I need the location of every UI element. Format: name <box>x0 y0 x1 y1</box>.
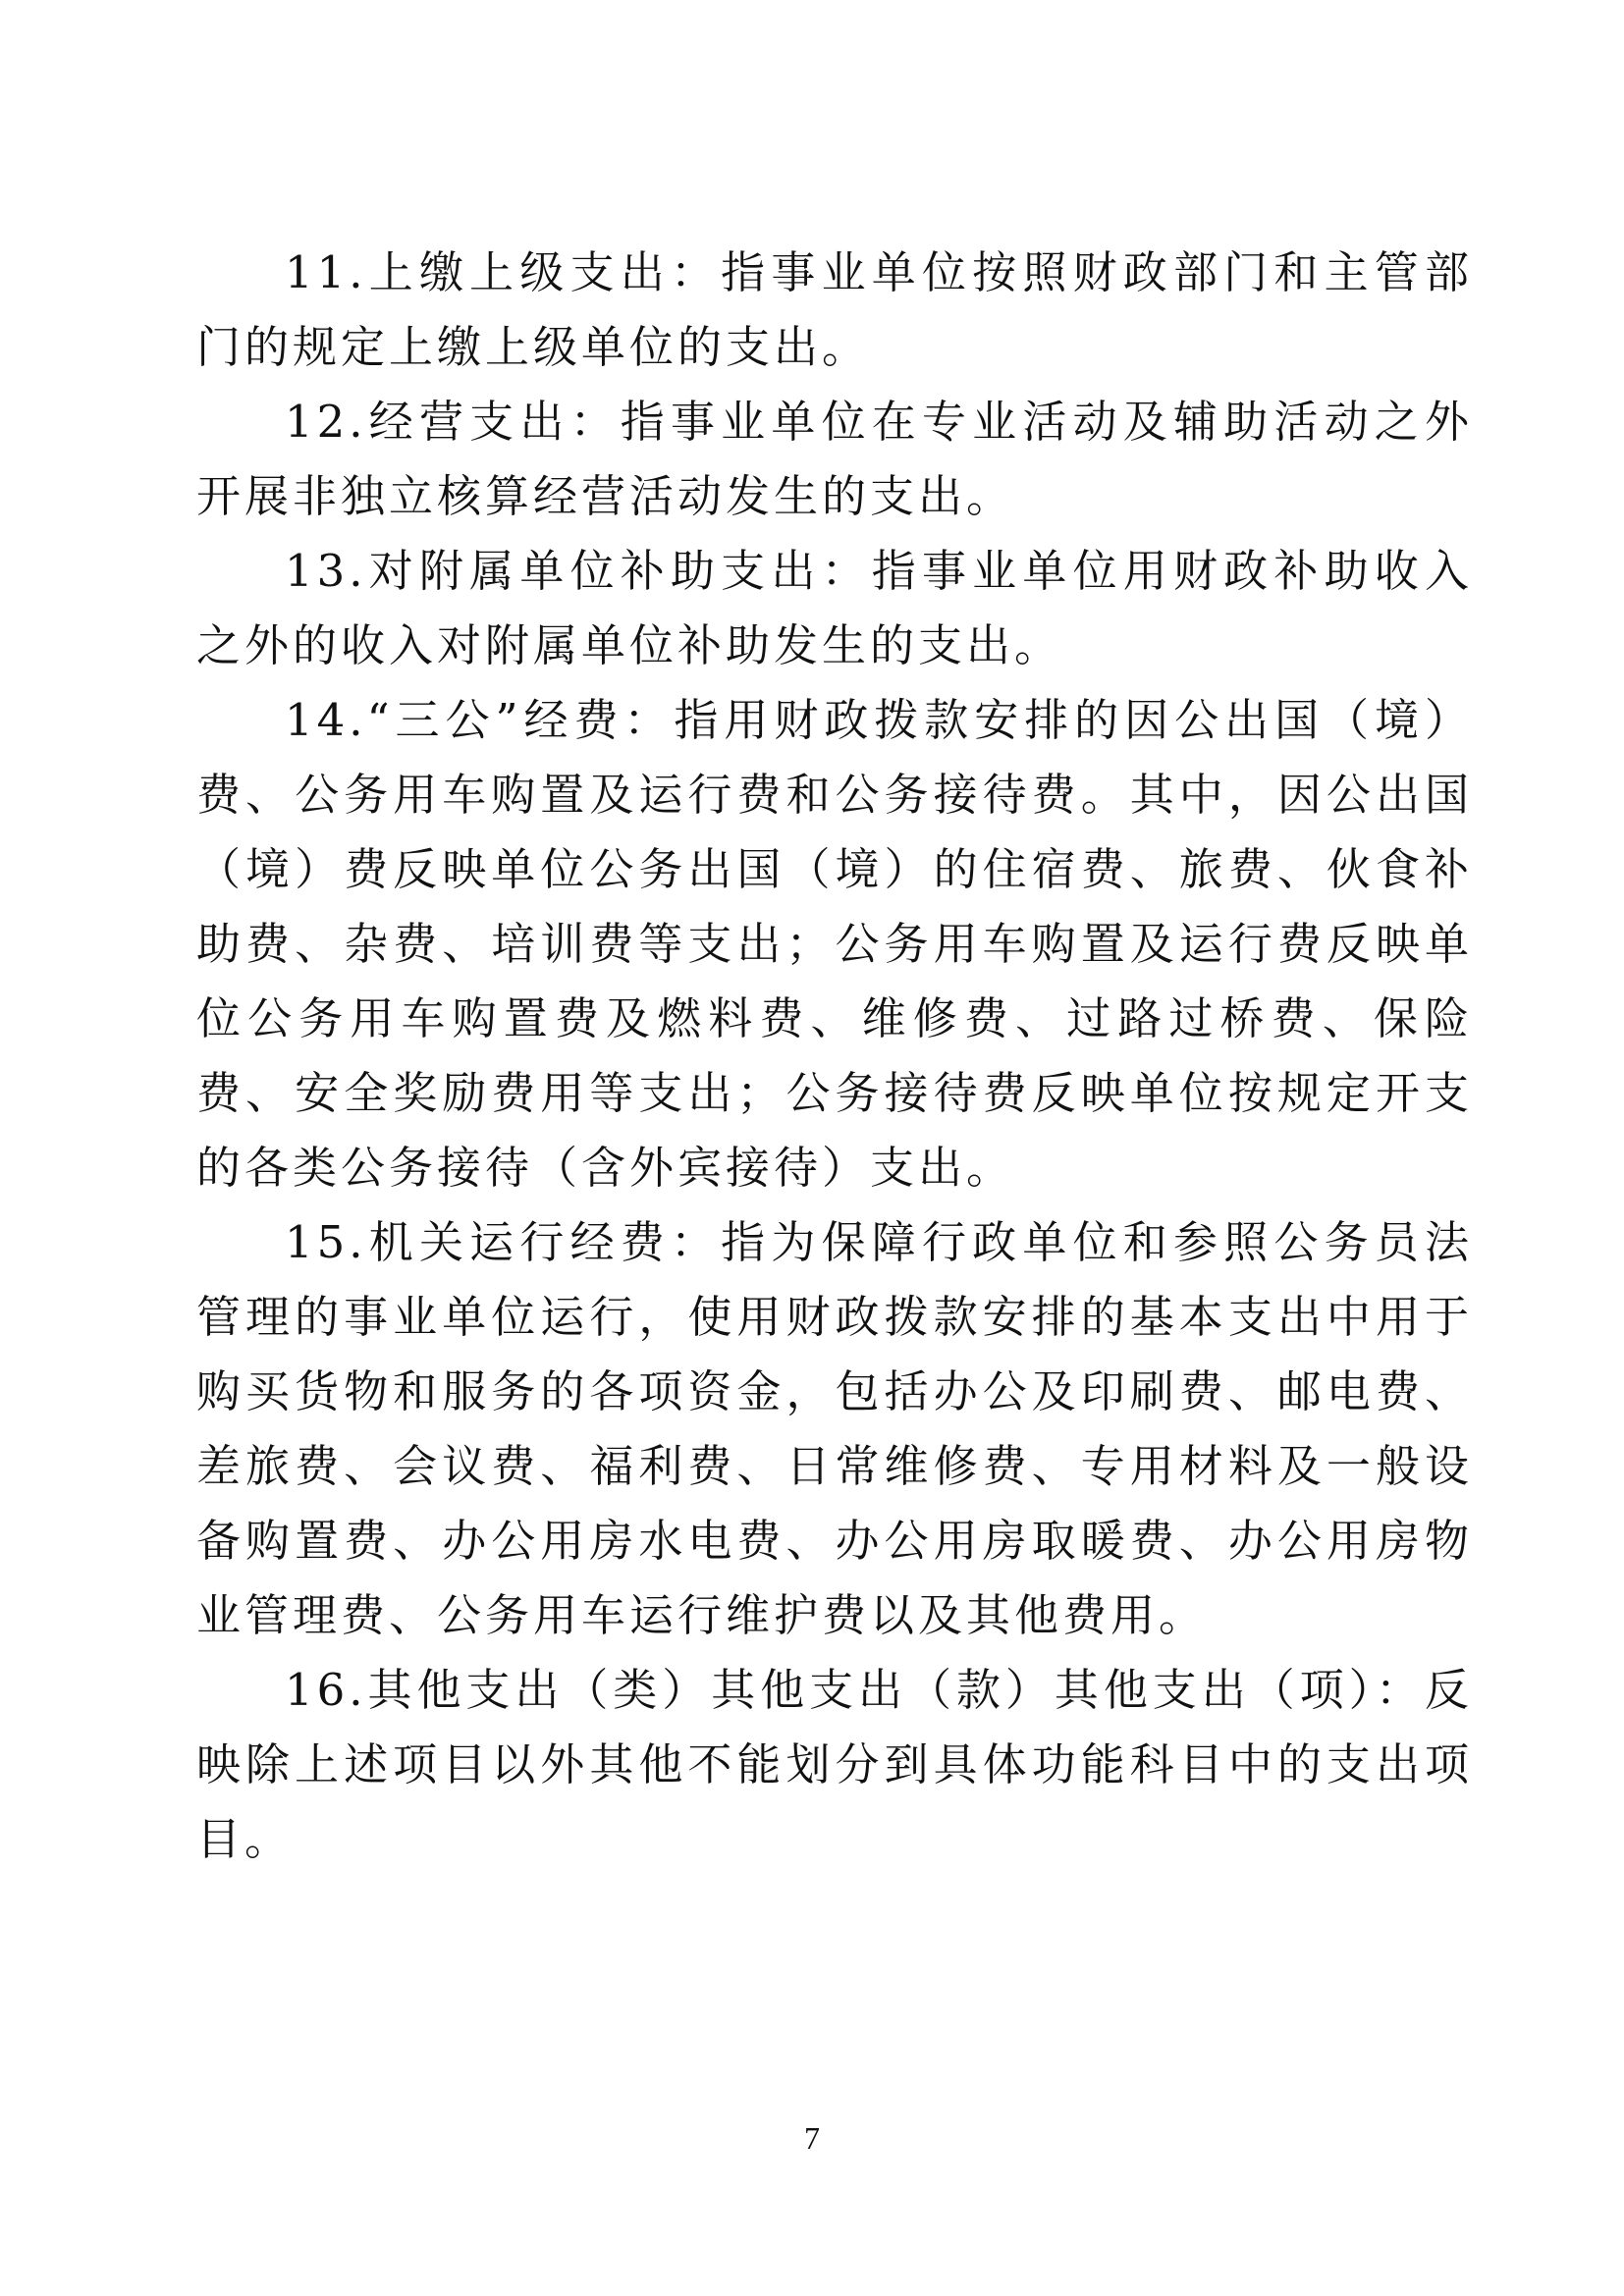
paragraph-item-13: 13.对附属单位补助支出：指事业单位用财政补助收入之外的收入对附属单位补助发生的支出。 <box>196 545 1473 671</box>
paragraph-item-14: 14.“三公”经费：指用财政拨款安排的因公出国（境）费、公务用车购置及运行费和公务接待费。其中，因公出国（境）费反映单位公务出国（境）的住宿费、旅费、伙食补助费、杂费、培训费等支出；公务用车购置及运行费反映单位公务用车购置费及燃料费、维修费、过路过桥费、保险费、安全奖励费用等支出；公务接待费反映单位按规定开支的各类公务接待（含外宾接待）支出。 <box>196 694 1473 1194</box>
paragraph-item-12: 12.经营支出：指事业单位在专业活动及辅助活动之外开展非独立核算经营活动发生的支出。 <box>196 396 1473 522</box>
paragraph-item-16: 16.其他支出（类）其他支出（款）其他支出（项）：反映除上述项目以外其他不能划分到具体功能科目中的支出项目。 <box>196 1664 1473 1865</box>
page-number: 7 <box>804 2120 820 2156</box>
document-body <box>196 236 1473 1877</box>
paragraph-item-15: 15.机关运行经费：指为保障行政单位和参照公务员法管理的事业单位运行，使用财政拨款安排的基本支出中用于购买货物和服务的各项资金，包括办公及印刷费、邮电费、差旅费、会议费、福利费、日常维修费、专用材料及一般设备购置费、办公用房水电费、办公用房取暖费、办公用房物业管理费、公务用车运行维护费以及其他费用。 <box>196 1216 1473 1641</box>
paragraph-item-11: 11.上缴上级支出：指事业单位按照财政部门和主管部门的规定上缴上级单位的支出。 <box>196 246 1473 373</box>
